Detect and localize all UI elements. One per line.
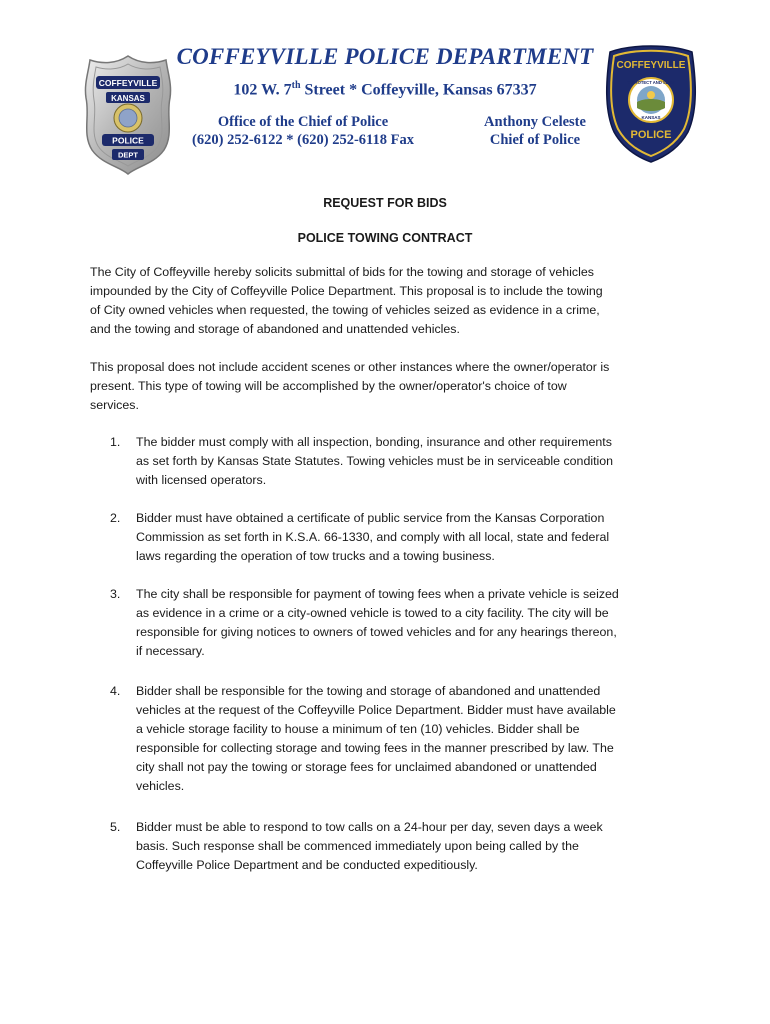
exclusions-paragraph <box>90 358 688 415</box>
paragraph-line: The City of Coffeyville hereby solicits submittal of bids for the towing and storage of vehicles <box>90 265 594 279</box>
list-item-text: Bidder must have obtained a certificate of public service from the Kansas Corporation Commission as set forth in K.S.A. 66-1330, and comply with all local, state and federal laws regarding the operation of tow trucks and a towing business. <box>136 511 610 563</box>
office-contact-block <box>178 113 428 149</box>
badge-left-city-text: COFFEYVILLE <box>98 78 158 88</box>
paragraph-line: present. This type of towing will be accomplished by the owner/operator's choice of tow <box>90 379 567 393</box>
list-item-number: 4. <box>110 684 121 698</box>
police-badge-left-logo <box>82 54 174 176</box>
contract-title-heading: POLICE TOWING CONTRACT <box>297 231 473 245</box>
chief-title: Chief of Police <box>489 132 581 148</box>
intro-paragraph <box>90 263 688 339</box>
badge-left-police-text: POLICE <box>112 135 144 146</box>
list-item-text: Bidder must be able to respond to tow calls on a 24-hour per day, seven days a week basis. Such response shall be commenced immediately upon being called by the Coffeyville Police Department and be conducted expeditiously. <box>136 820 603 872</box>
chief-block <box>470 113 600 149</box>
list-item-number: 3. <box>110 587 121 601</box>
list-item-text: The city shall be responsible for payment of towing fees when a private vehicle is seized as evidence in a crime or a city-owned vehicle is towed to a city facility. The city will be responsible for giving notices to owners of towed vehicles and for any hearings thereon, if necessary. <box>136 587 619 658</box>
paragraph-line: of City owned vehicles when requested, the towing of vehicles seized as evidence in a crime, <box>90 303 600 317</box>
badge-left-dept-text: DEPT <box>117 150 139 160</box>
paragraph-line: and the towing and storage of abandoned and unattended vehicles. <box>90 322 460 336</box>
chief-name: Anthony Celeste <box>484 114 586 130</box>
request-for-bids-heading: REQUEST FOR BIDS <box>323 196 447 210</box>
badge-left-state-text: KANSAS <box>111 94 145 103</box>
office-name: Office of the Chief of Police <box>217 114 389 130</box>
list-item-text: The bidder must comply with all inspection, bonding, insurance and other requirements as set forth by Kansas State Statutes. Towing vehicles must be in serviceable condition with licensed operators. <box>136 435 614 487</box>
paragraph-line: impounded by the City of Coffeyville Police Department. This proposal is to include the towing <box>90 284 603 298</box>
list-item-number: 2. <box>110 511 121 525</box>
patch-motto-text: TO PROTECT AND SERVE <box>624 80 678 85</box>
office-phone-fax: (620) 252-6122 * (620) 252-6118 Fax <box>192 132 414 148</box>
police-patch-right-logo <box>604 40 698 164</box>
department-address: 102 W. 7th Street * Coffeyville, Kansas 67337 <box>233 80 537 99</box>
patch-state-text: KANSAS <box>641 115 661 120</box>
paragraph-line: This proposal does not include accident scenes or other instances where the owner/operator is <box>90 360 610 374</box>
department-title: COFFEYVILLE POLICE DEPARTMENT <box>176 44 594 69</box>
paragraph-line: services. <box>90 398 139 412</box>
list-item-text: Bidder shall be responsible for the towing and storage of abandoned and unattended vehicles at the request of the Coffeyville Police Department. Bidder must have available a vehicle storage facility to house a minimum of ten (10) vehicles. Bidder shall be responsible for collecting storage and towing fees in the manner prescribed by law. The city shall not pay the towing or storage fees for unclaimed abandoned or unattended vehicles. <box>136 684 616 793</box>
list-item-number: 1. <box>110 435 121 449</box>
list-item-number: 5. <box>110 820 121 834</box>
patch-police-text: POLICE <box>630 129 672 141</box>
patch-city-text: COFFEYVILLE <box>616 60 686 71</box>
